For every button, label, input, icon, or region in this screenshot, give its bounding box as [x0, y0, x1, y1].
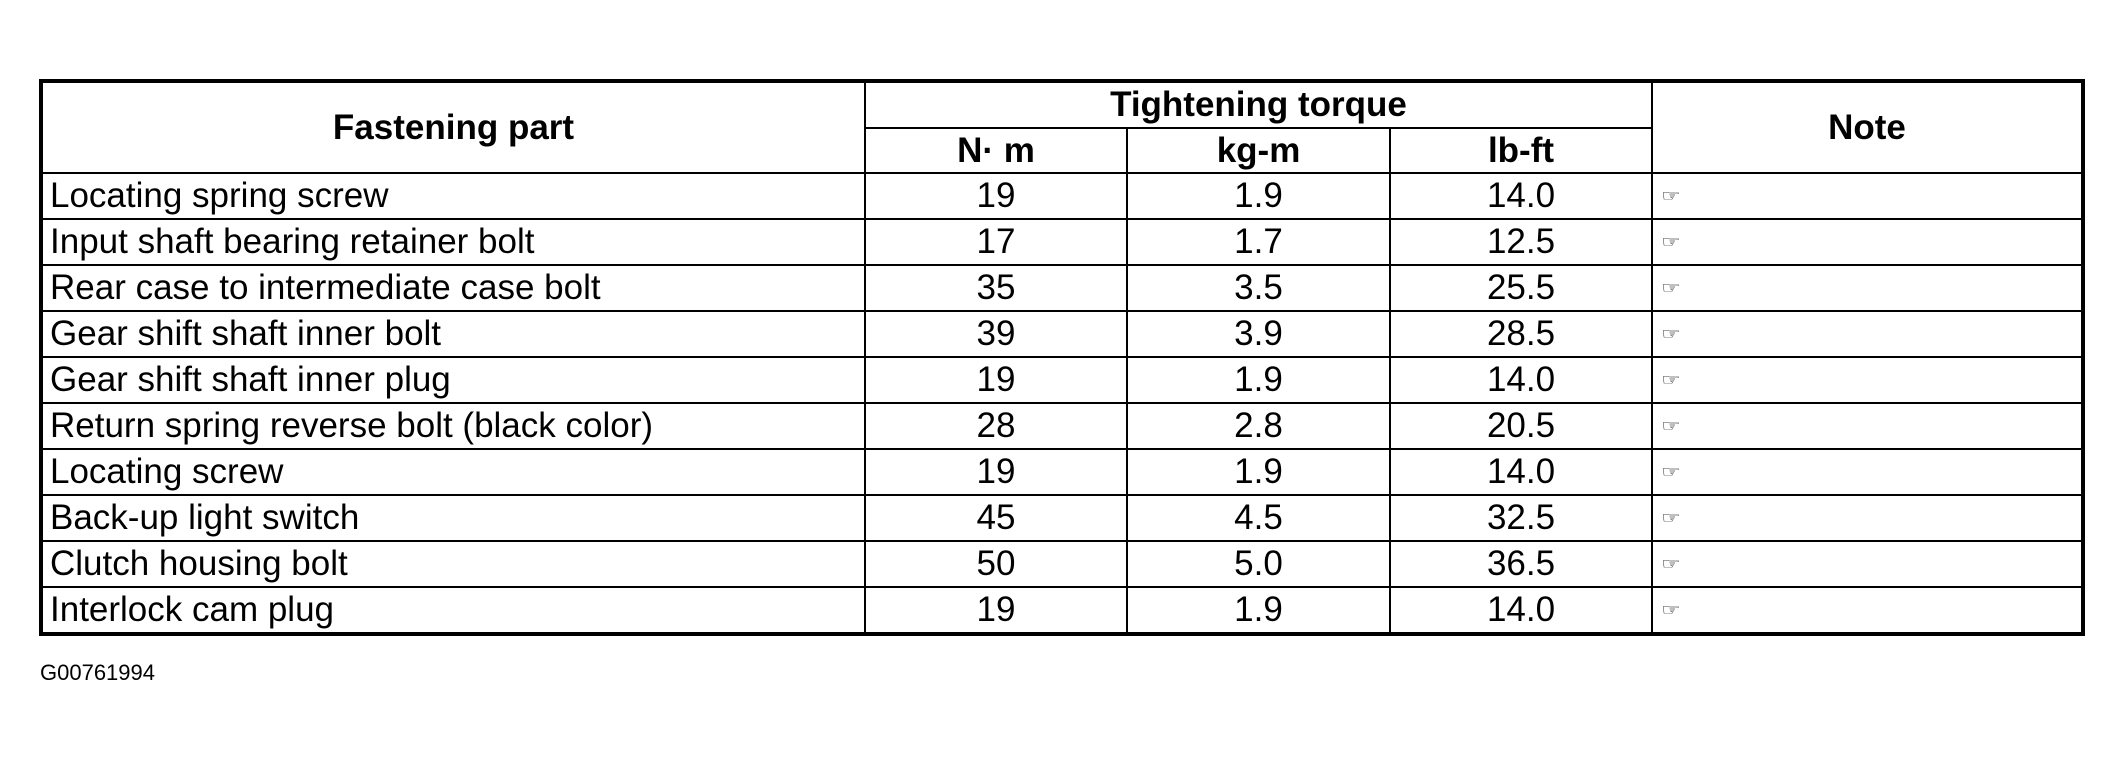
pointing-hand-icon: ☞: [1661, 278, 1681, 297]
pointing-hand-icon: ☞: [1661, 186, 1681, 205]
unit-header-lbft: lb-ft: [1390, 128, 1652, 173]
figure-id: G00761994: [40, 660, 155, 685]
torque-nm-cell: 19: [865, 173, 1127, 219]
note-cell: [1652, 311, 2083, 357]
table-row: [41, 311, 2083, 357]
table-row: [41, 495, 2083, 541]
note-cell: [1652, 265, 2083, 311]
pointing-hand-icon: ☞: [1661, 508, 1681, 527]
torque-kgm-cell: 1.7: [1127, 219, 1390, 265]
fastening-part-header: Fastening part: [41, 81, 865, 173]
table-row: [41, 449, 2083, 495]
fastening-part-cell: Return spring reverse bolt (black color): [41, 403, 865, 449]
note-cell: [1652, 357, 2083, 403]
torque-kgm-cell: 1.9: [1127, 173, 1390, 219]
torque-nm-cell: 45: [865, 495, 1127, 541]
fastening-part-cell: Clutch housing bolt: [41, 541, 865, 587]
torque-kgm-cell: 2.8: [1127, 403, 1390, 449]
torque-kgm-cell: 4.5: [1127, 495, 1390, 541]
note-cell: [1652, 495, 2083, 541]
fastening-part-cell: Rear case to intermediate case bolt: [41, 265, 865, 311]
note-cell: [1652, 449, 2083, 495]
unit-header-nm: N· m: [865, 128, 1127, 173]
note-header: Note: [1652, 81, 2083, 173]
note-cell: [1652, 541, 2083, 587]
tightening-torque-header: Tightening torque: [865, 81, 1652, 128]
torque-nm-cell: 28: [865, 403, 1127, 449]
table-header-row: [41, 81, 2083, 128]
fastening-part-cell: Back-up light switch: [41, 495, 865, 541]
fastening-part-cell: Locating screw: [41, 449, 865, 495]
pointing-hand-icon: ☞: [1661, 554, 1681, 573]
note-cell: [1652, 403, 2083, 449]
table-row: [41, 173, 2083, 219]
table-row: [41, 357, 2083, 403]
torque-nm-cell: 35: [865, 265, 1127, 311]
unit-header-kgm: kg-m: [1127, 128, 1390, 173]
torque-lbft-cell: 20.5: [1390, 403, 1652, 449]
table-body: [41, 173, 2083, 634]
table-row: [41, 403, 2083, 449]
fastening-part-cell: Gear shift shaft inner plug: [41, 357, 865, 403]
table-row: [41, 587, 2083, 634]
torque-lbft-cell: 28.5: [1390, 311, 1652, 357]
torque-kgm-cell: 1.9: [1127, 449, 1390, 495]
torque-lbft-cell: 14.0: [1390, 357, 1652, 403]
torque-kgm-cell: 5.0: [1127, 541, 1390, 587]
table-row: [41, 265, 2083, 311]
torque-lbft-cell: 36.5: [1390, 541, 1652, 587]
torque-kgm-cell: 1.9: [1127, 587, 1390, 634]
torque-nm-cell: 17: [865, 219, 1127, 265]
torque-kgm-cell: 3.9: [1127, 311, 1390, 357]
pointing-hand-icon: ☞: [1661, 324, 1681, 343]
torque-nm-cell: 50: [865, 541, 1127, 587]
pointing-hand-icon: ☞: [1661, 416, 1681, 435]
torque-nm-cell: 19: [865, 449, 1127, 495]
torque-lbft-cell: 12.5: [1390, 219, 1652, 265]
pointing-hand-icon: ☞: [1661, 370, 1681, 389]
note-cell: [1652, 173, 2083, 219]
fastening-part-cell: Input shaft bearing retainer bolt: [41, 219, 865, 265]
note-cell: [1652, 219, 2083, 265]
torque-lbft-cell: 14.0: [1390, 587, 1652, 634]
torque-nm-cell: 19: [865, 587, 1127, 634]
torque-spec-table: [39, 79, 2085, 636]
torque-kgm-cell: 1.9: [1127, 357, 1390, 403]
fastening-part-cell: Interlock cam plug: [41, 587, 865, 634]
table-row: [41, 541, 2083, 587]
torque-lbft-cell: 25.5: [1390, 265, 1652, 311]
note-cell: [1652, 587, 2083, 634]
table-row: [41, 219, 2083, 265]
torque-nm-cell: 19: [865, 357, 1127, 403]
pointing-hand-icon: ☞: [1661, 462, 1681, 481]
torque-lbft-cell: 14.0: [1390, 173, 1652, 219]
torque-lbft-cell: 14.0: [1390, 449, 1652, 495]
fastening-part-cell: Gear shift shaft inner bolt: [41, 311, 865, 357]
torque-kgm-cell: 3.5: [1127, 265, 1390, 311]
fastening-part-cell: Locating spring screw: [41, 173, 865, 219]
torque-lbft-cell: 32.5: [1390, 495, 1652, 541]
pointing-hand-icon: ☞: [1661, 232, 1681, 251]
pointing-hand-icon: ☞: [1661, 600, 1681, 619]
torque-nm-cell: 39: [865, 311, 1127, 357]
